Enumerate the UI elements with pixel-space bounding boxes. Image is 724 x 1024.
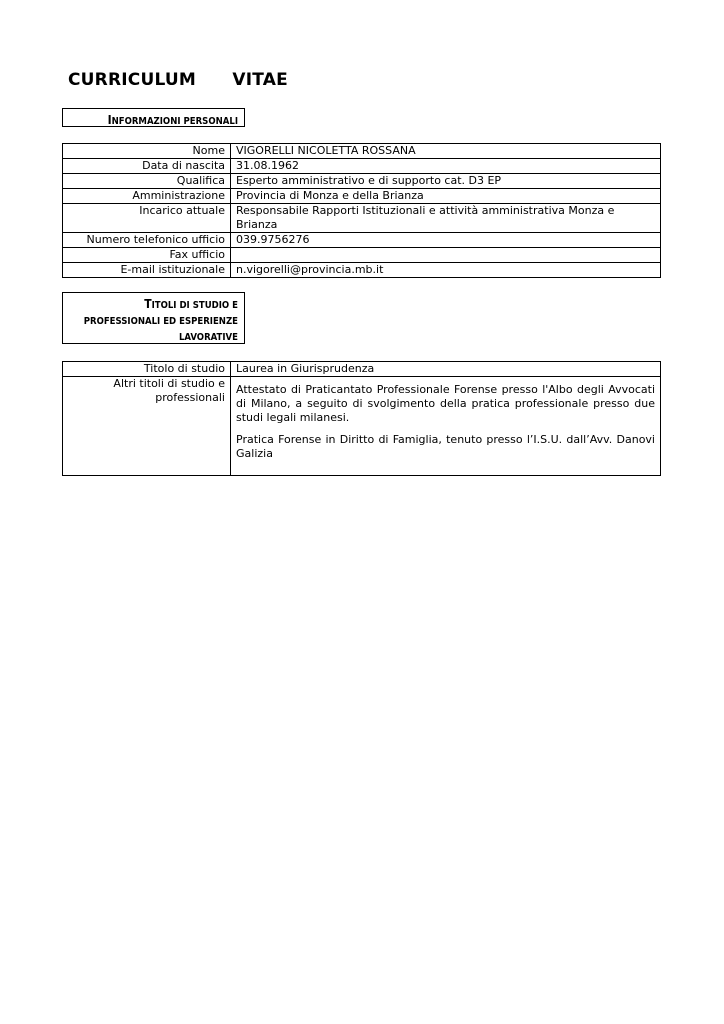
section-heading-initial: I [107,113,112,127]
row-value [231,248,661,263]
row-label: Numero telefonico ufficio [63,233,231,248]
section-heading-line: LAVORATIVE [178,332,238,343]
row-label: Titolo di studio [63,362,231,377]
section-heading-rest: ITOLI DI STUDIO E [151,300,238,311]
education-table [62,361,661,476]
personal-info-table [62,143,661,278]
row-value: VIGORELLI NICOLETTA ROSSANA [231,144,661,159]
paragraph: Attestato di Praticantato Professionale Forense presso l'Albo degli Avvocati di Milano, a seguito di svolgimento della pratica professionale presso due studi legali milanesi. [236,383,655,424]
table-row [63,263,661,278]
table-row [63,377,661,476]
section-heading-education [62,292,245,344]
section-heading-initial: T [144,297,152,311]
section-heading-personal-info [62,108,245,127]
row-value: n.vigorelli@provincia.mb.it [231,263,661,278]
table-row [63,159,661,174]
section-heading-rest: NFORMAZIONI PERSONALI [111,116,238,127]
row-label: E-mail istituzionale [63,263,231,278]
document-title: CURRICULUM VITAE [68,70,288,90]
section-heading-line [63,295,238,314]
row-value: Provincia di Monza e della Brianza [231,189,661,204]
row-value: Esperto amministrativo e di supporto cat. D3 EP [231,174,661,189]
row-value: 039.9756276 [231,233,661,248]
row-label: Incarico attuale [63,204,231,233]
table-row [63,233,661,248]
table-row [63,174,661,189]
row-value [231,377,661,476]
row-label: Qualifica [63,174,231,189]
section-heading-line: PROFESSIONALI ED ESPERIENZE [83,316,238,327]
table-row [63,248,661,263]
row-value: Responsabile Rapporti Istituzionali e attività amministrativa Monza e Brianza [231,204,661,233]
paragraph-block [236,377,655,475]
table-row [63,204,661,233]
row-label: Amministrazione [63,189,231,204]
row-value: Laurea in Giurisprudenza [231,362,661,377]
paragraph: Pratica Forense in Diritto di Famiglia, tenuto presso l’I.S.U. dall’Avv. Danovi Galizia [236,433,655,460]
row-label: Altri titoli di studio e professionali [63,377,231,476]
table-row [63,362,661,377]
row-label: Nome [63,144,231,159]
row-value: 31.08.1962 [231,159,661,174]
row-label: Data di nascita [63,159,231,174]
row-label: Fax ufficio [63,248,231,263]
table-row [63,189,661,204]
table-row [63,144,661,159]
